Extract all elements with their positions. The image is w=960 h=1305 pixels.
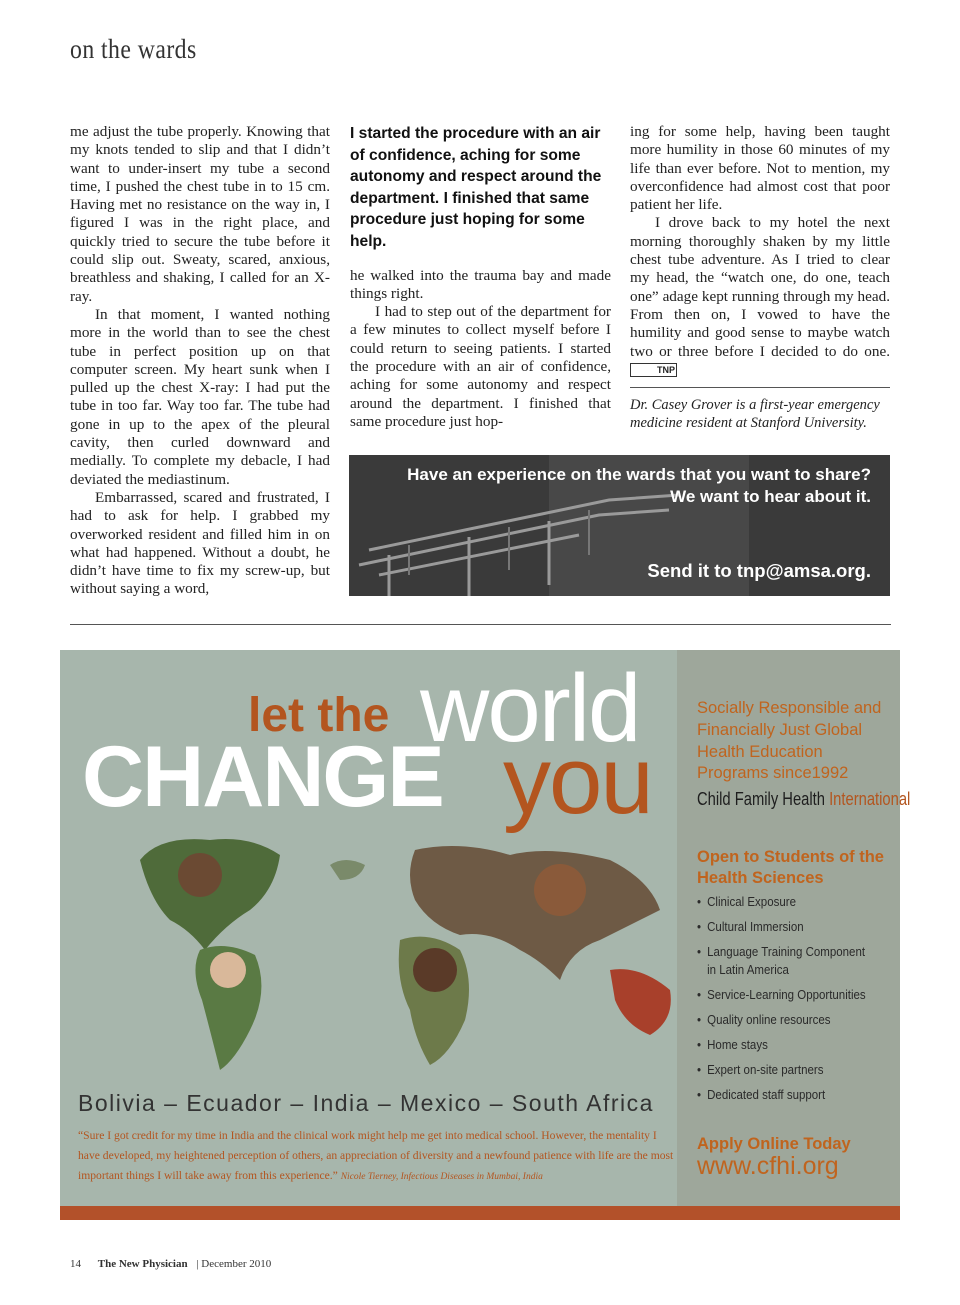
headline-let-the: let the [248, 689, 390, 742]
section-divider [70, 624, 891, 625]
paragraph: In that moment, I wanted nothing more in the world than to see the chest tube in perfect position up on that computer screen. My heart sunk when I pulled up the chest X-ray: I had put the tube in too far. Way too far. The tube had gone in up to the apex of the pleural cavity, then curled downward and medially. To complete my debacle, I had deviated the mediastinum. [70, 305, 330, 488]
page-footer [70, 1258, 271, 1270]
headline-world: world [420, 655, 640, 762]
bio-divider [630, 387, 890, 388]
paragraph [630, 214, 890, 379]
list-item: • Expert on-site partners [697, 1062, 876, 1080]
paragraph-text: I drove back to my hotel the next morning thoroughly shaken by my little chest tube adventure. As I tried to clear my head, the “watch one, do one, teach one” adage kept running through my head. From then on, I vowed to have the humility and good sense to maybe watch two or three before I decided to do one. [630, 214, 890, 360]
paragraph: Embarrassed, scared and frustrated, I had to ask for help. I grabbed my overworked resident and filled him in on what had happened. Without a doubt, he didn’t have time to fix my screw-up, but without saying a word, [70, 488, 330, 598]
end-mark-icon: TNP [630, 363, 677, 377]
world-map-collage [130, 830, 690, 1070]
quote-attribution: Nicole Tierney, Infectious Diseases in Mumbai, India [340, 1172, 543, 1182]
headline-you: you [503, 727, 652, 834]
footer-separator: | [196, 1258, 199, 1270]
publication-name: The New Physician [97, 1258, 188, 1270]
headline-change: CHANGE [82, 729, 443, 825]
list-item: • Clinical Exposure [697, 894, 876, 912]
share-experience-box [349, 455, 890, 596]
share-email-line[interactable]: Send it to tnp@amsa.org. [647, 560, 871, 581]
org-name-part1: Child Family Health [697, 789, 825, 809]
article-column-1 [70, 123, 330, 599]
paragraph: me adjust the tube properly. Knowing that my knots tended to slip and that I didn’t want to under-insert my tube a second time, I pushed the chest tube in to 15 cm. Having met no resistance on the way in, I figured I was in the right place, and quickly tried to secure the tube before it could slip out. Sweaty, scared, anxious, breathless and shaking, I called for an X-ray. [70, 123, 330, 305]
website-link[interactable]: www.cfhi.org [697, 1152, 839, 1180]
list-item: • Language Training Component in Latin America [697, 944, 876, 979]
list-item: • Cultural Immersion [697, 919, 876, 937]
section-title: on the wards [70, 34, 197, 64]
pull-quote: I started the procedure with an air of confidence, aching for some autonomy and respect around the department. I finished that same procedure just hoping for some help. [350, 125, 602, 250]
testimonial-quote [78, 1126, 674, 1187]
apply-heading: Apply Online Today [697, 1135, 851, 1153]
org-logo-text [697, 789, 910, 810]
countries-list: Bolivia – Ecuador – India – Mexico – South Africa [78, 1090, 654, 1116]
list-item: • Home stays [697, 1037, 876, 1055]
features-list [697, 894, 892, 1112]
article-column-3 [630, 123, 890, 432]
cfhi-advertisement [60, 650, 911, 1220]
open-to-heading: Open to Students of the Health Sciences [697, 848, 884, 887]
article-column-2 [350, 123, 611, 431]
list-item: • Service-Learning Opportunities [697, 987, 876, 1005]
ad-bottom-bar [60, 1206, 900, 1220]
quote-text: “Sure I got credit for my time in India and the clinical work might help me get into medical school. However, the mentality I have developed, my heightened perception of others, an appreciation of diversity and a newfound patience with life are the most important things I will take away from this experience.” [78, 1129, 674, 1182]
author-bio: Dr. Casey Grover is a first-year emergency medicine resident at Stanford University. [630, 397, 880, 432]
page-number: 14 [70, 1258, 81, 1270]
list-item: • Dedicated staff support [697, 1087, 876, 1105]
list-item: • Quality online resources [697, 1012, 876, 1030]
issue-date: December 2010 [201, 1258, 272, 1270]
paragraph: I had to step out of the department for a few minutes to collect myself before I could return to seeing patients. I started the procedure with an air of confidence, aching for some autonomy and respect around the department. I finished that same procedure just hop- [350, 303, 611, 430]
share-line-2: We want to hear about it. [670, 487, 871, 506]
share-line-1: Have an experience on the wards that you want to share? [407, 465, 871, 484]
org-name-part2: International [829, 789, 911, 809]
paragraph: he walked into the trauma bay and made things right. [350, 266, 611, 302]
ad-tagline: Socially Responsible and Financially Just Global Health Education Programs since1992 [697, 699, 882, 783]
paragraph: ing for some help, having been taught more humility in those 60 minutes of my life than ever before. Not to mention, my overconfidence had almost cost that poor patient her life. [630, 123, 890, 214]
